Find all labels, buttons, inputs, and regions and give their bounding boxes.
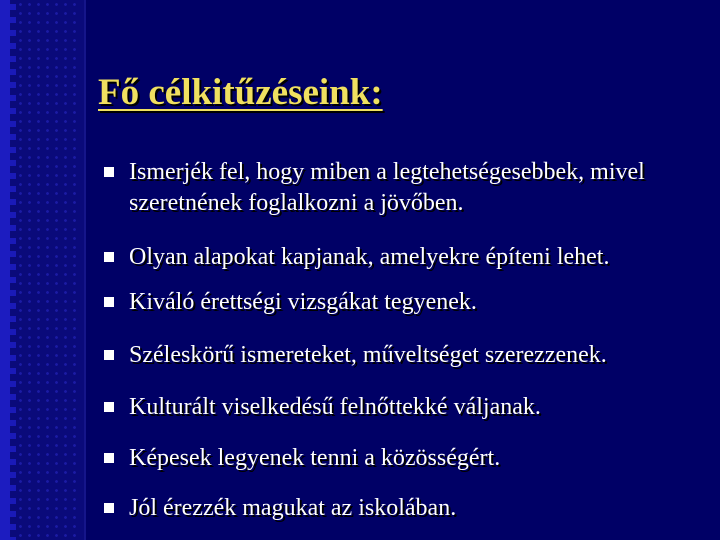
bullet-text: Széleskörű ismereteket, műveltséget szerezzenek. — [129, 342, 607, 368]
square-bullet-icon — [104, 167, 114, 177]
square-bullet-icon — [104, 252, 114, 262]
square-bullet-icon — [104, 297, 114, 307]
square-bullet-icon — [104, 503, 114, 513]
decorative-sidebar — [0, 0, 86, 540]
bullet-text: Kiváló érettségi vizsgákat tegyenek. — [129, 289, 477, 315]
square-bullet-icon — [104, 402, 114, 412]
sidebar-edge — [84, 0, 86, 540]
bullet-text: Jól érezzék magukat az iskolában. — [129, 495, 457, 521]
square-bullet-icon — [104, 350, 114, 360]
square-bullet-icon — [104, 453, 114, 463]
sidebar-dot-pattern — [16, 0, 76, 540]
bullet-text: Olyan alapokat kapjanak, amelyekre építeni lehet. — [129, 244, 610, 270]
bullet-text: Ismerjék fel, hogy miben a legtehetségesebbek, mivel szeretnének foglalkozni a jövőben. — [129, 159, 645, 216]
slide-title: Fő célkitűzéseink: — [98, 72, 383, 113]
bullet-text: Kulturált viselkedésű felnőttekké váljanak. — [129, 394, 541, 420]
bullet-text: Képesek legyenek tenni a közösségért. — [129, 445, 501, 471]
